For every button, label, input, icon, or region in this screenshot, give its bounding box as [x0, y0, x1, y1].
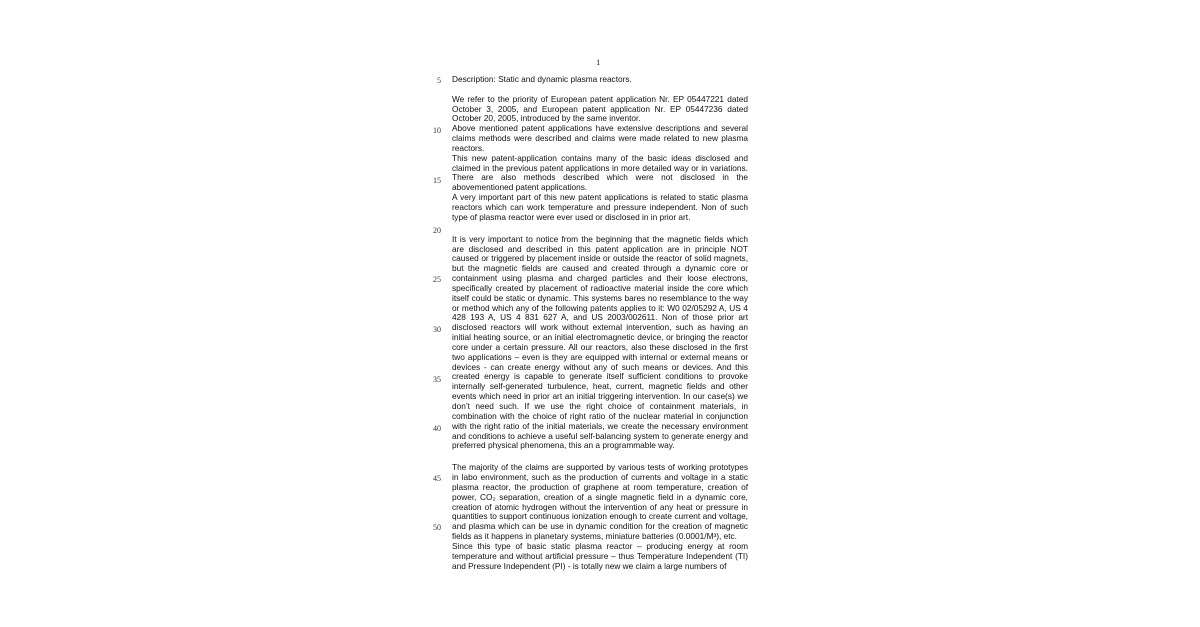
paragraph-static-reactors: A very important part of this new patent applications is related to static plasma reactors which can work temperature and pressure independent. Non of such type of plasma reactor were ever used or disclosed in in prior art.	[452, 192, 748, 222]
line-number: 15	[433, 176, 441, 185]
line-number: 45	[433, 474, 441, 483]
line-number: 20	[433, 226, 441, 235]
paragraph-basic-reactor: Since this type of basic static plasma reactor – producing energy at room temperature and without artificial pressure – thus Temperature Independent (TI) and Pressure Independent (PI) - is totally new we claim a large numbers of	[452, 540, 748, 571]
paragraph-claims-tests: The majority of the claims are supported by various tests of working prototypes in labo environment, such as the production of currents and voltage in a static plasma reactor, the production of graphene at room temperature, creation of power, CO₂ separation, creation of a single magnetic field in a dynamic core, creation of atomic hydrogen without the intervention of any heat or pressure in quantities to support continuous ionization enough to create current and voltage, and plasma which can be use in dynamic condition for the creation of magnetic fields as it happens in planetary systems, miniature batteries (0.0001/M³), etc.	[452, 462, 748, 542]
line-number: 25	[433, 275, 441, 284]
line-number: 50	[433, 523, 441, 532]
page-number: 1	[596, 57, 601, 67]
line-number: 35	[433, 375, 441, 384]
line-number: 30	[433, 325, 441, 334]
paragraph-magnetic-fields: It is very important to notice from the beginning that the magnetic fields which are disclosed and described in this patent application are in principle NOT caused or triggered by placement inside or outside the reactor of solid magnets, but the magnetic fields are caused and created through a dynamic core or containment using plasma and charged particles and their loose electrons, specifically created by placement of radioactive material inside the core which itself could be static or dynamic. This systems bares no resemblance to the way or method which any of the following patents applies to it: W0 02/05292 A, US 4 428 193 A, US 4 831 627 A, and US 2003/002611. Non of those prior art disclosed reactors will work without external intervention, such as having an initial heating source, or an initial electromagnetic device, or bringing the reactor core under a certain pressure. All our reactors, also these disclosed in the first two applications – even is they are equipped with internal or external means or devices - can create energy without any of such means or devices. And this created energy is capable to generate itself sufficient conditions to provoke internally self-generated turbulence, heat, current, magnetic fields and other events which need in prior art an initial triggering intervention. In our case(s) we don’t need such. If we use the right choice of containment materials, in combination with the choice of right ratio of the nuclear material in conjunction with the right ratio of the initial materials, we create the necessary environment and conditions to achieve a useful self-balancing system to generate energy and preferred physical phenomena, this an a programmable way.	[452, 233, 748, 451]
line-number: 40	[433, 424, 441, 433]
paragraph-priority: We refer to the priority of European patent application Nr. EP 05447221 dated October 3, 2005, and European patent application Nr. EP 05447236 dated October 20, 2005, introduced by the same inventor.	[452, 93, 748, 124]
line-number: 5	[437, 76, 441, 85]
document-body	[452, 75, 748, 572]
line-number: 10	[433, 126, 441, 135]
paragraph-previous-applications: Above mentioned patent applications have extensive descriptions and several claims methods were described and claims were made related to new plasma reactors.	[452, 123, 748, 153]
paragraph-new-application: This new patent-application contains many of the basic ideas disclosed and claimed in the previous patent applications in more detailed way or in variations. There are also methods described which were not disclosed in the abovementioned patent applications.	[452, 152, 748, 193]
document-title: Description: Static and dynamic plasma reactors.	[452, 74, 632, 84]
